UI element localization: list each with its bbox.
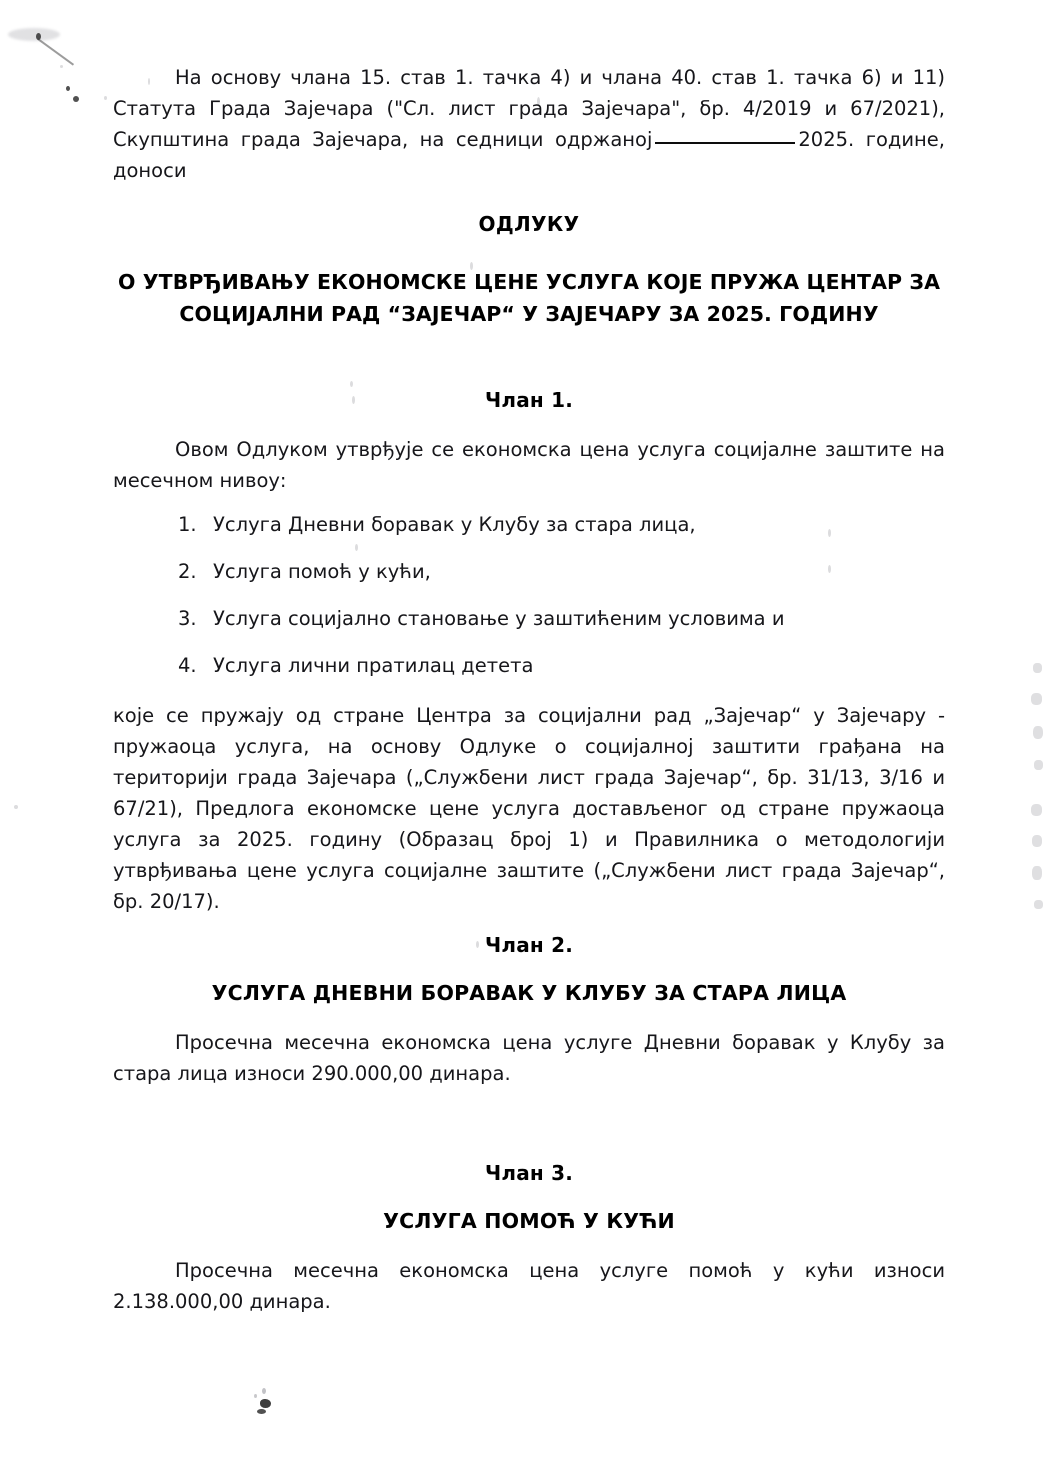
document-title-line-1: О УТВРЂИВАЊУ ЕКОНОМСКЕ ЦЕНЕ УСЛУГА КОЈЕ ПРУЖА ЦЕНТАР ЗА (117, 270, 941, 294)
document-body (113, 0, 945, 1317)
list-item-label: Услуга Дневни боравак у Клубу за стара лица, (213, 513, 696, 536)
article-2-body: Просечна месечна економска цена услуге Дневни боравак у Клубу за стара лица износи 290.000,00 динара. (113, 1031, 945, 1085)
article-2-service-heading: УСЛУГА ДНЕВНИ БОРАВАК У КЛУБУ ЗА СТАРА ЛИЦА (211, 981, 847, 1005)
list-item (113, 510, 945, 539)
article-2-number: Члан 2. (484, 933, 573, 957)
preamble-text-part-2: 2025. године, доноси (113, 128, 945, 182)
article-3-service-heading: УСЛУГА ПОМОЋ У КУЋИ (383, 1209, 675, 1233)
document-title-line-2: СОЦИЈАЛНИ РАД “ЗАЈЕЧАР“ У ЗАЈЕЧАРУ ЗА 2025. ГОДИНУ (179, 302, 879, 326)
article-1-number: Члан 1. (484, 388, 573, 412)
preamble-paragraph (113, 62, 945, 186)
article-1-closing: које се пружају од стране Центра за социјални рад „Зајечар“ у Зајечару - пружаоца услуга, на основу Одлуке о социјалној заштити грађана на територији града Зајечара („Службени лист града Зајечар“, бр. 31/13, 3/16 и 67/21), Предлога економске цене услуга достављеног од стране пружаоца услуга за 2025. годину (Образац број 1) и Правилника о методологији утврђивања цене услуга социјалне заштите („Службени лист града Зајечар“, бр. 20/17). (113, 704, 945, 913)
services-list (113, 510, 945, 680)
list-item-number: 4. (178, 654, 197, 677)
article-3-body: Просечна месечна економска цена услуге помоћ у кући износи 2.138.000,00 динара. (113, 1259, 945, 1313)
preamble-text-part-1: На основу члана 15. став 1. тачка 4) и члана 40. став 1. тачка 6) и 11) Статута Града Зајечара ("Сл. лист града Зајечара", бр. 4/2019 и 67/2021), Скупштина града Зајечара, на седници одржаној (113, 66, 945, 151)
list-item-label: Услуга лични пратилац детета (213, 654, 534, 677)
list-item-number: 2. (178, 560, 197, 583)
list-item (113, 557, 945, 586)
list-item-label: Услуга помоћ у кући, (213, 560, 431, 583)
list-item-number: 1. (178, 513, 197, 536)
act-type-title: ОДЛУКУ (478, 212, 580, 236)
list-item (113, 651, 945, 680)
article-3-number: Члан 3. (484, 1161, 573, 1185)
article-1-intro: Овом Одлуком утврђује се економска цена услуга социјалне заштите на месечном нивоу: (113, 438, 945, 492)
list-item (113, 604, 945, 633)
date-blank-field[interactable] (655, 142, 795, 144)
list-item-number: 3. (178, 607, 197, 630)
list-item-label: Услуга социјално становање у заштићеним условима и (213, 607, 785, 630)
